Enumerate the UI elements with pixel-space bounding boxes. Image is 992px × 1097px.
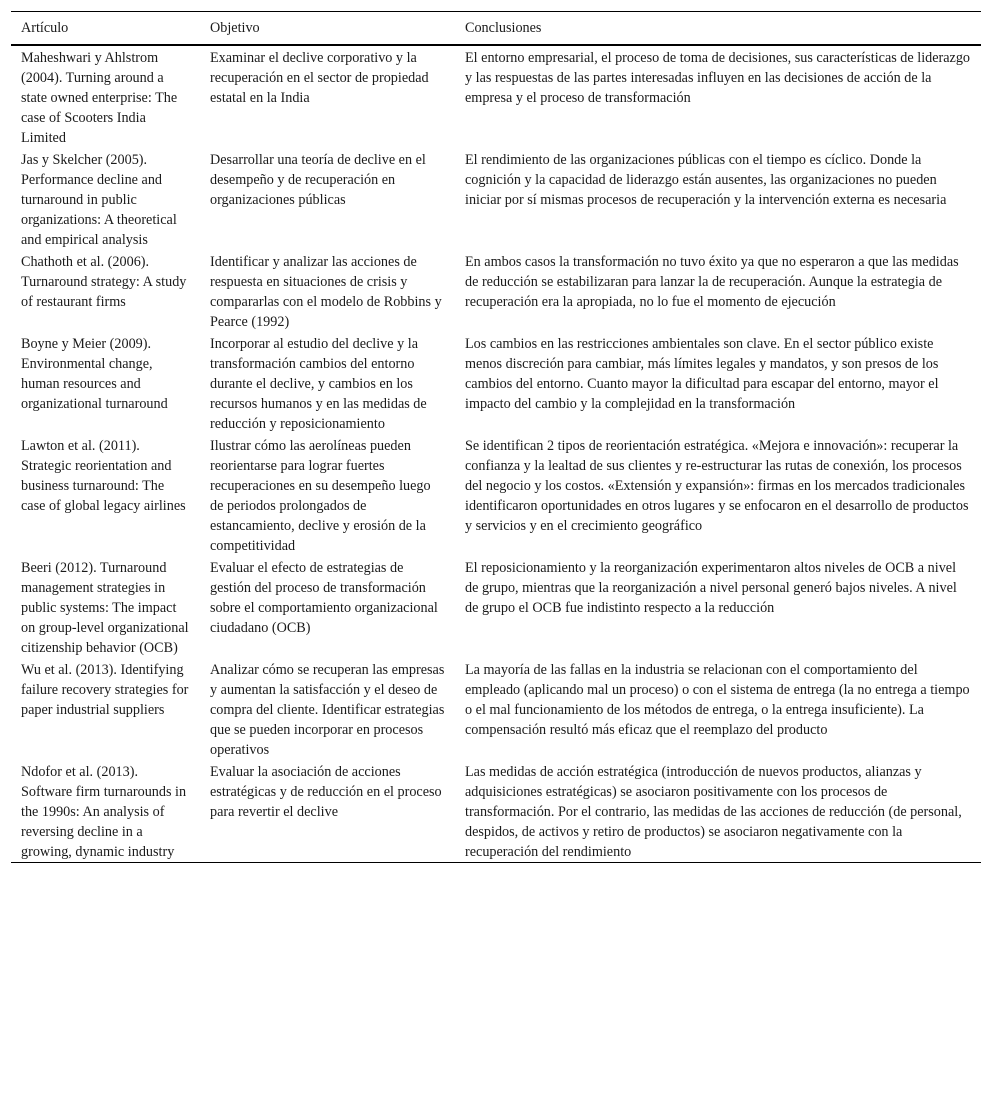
literature-review-table (11, 11, 981, 863)
cell-objetivo: Evaluar el efecto de estrategias de gestión del proceso de transformación sobre el comportamiento organizacional ciudadano (OCB) (210, 560, 438, 636)
cell-articulo: Boyne y Meier (2009). Environmental change, human resources and organizational turnaround (21, 336, 168, 412)
column-header-objetivo: Objetivo (210, 20, 260, 36)
cell-conclusiones: El reposicionamiento y la reorganización experimentaron altos niveles de OCB a nivel de grupo, mientras que la reorganización a nivel personal generó bajos niveles. A nivel de grupo el OCB fue indistinto respecto a la reducción (465, 560, 957, 616)
cell-objetivo: Examinar el declive corporativo y la recuperación en el sector de propiedad estatal en la India (210, 50, 429, 106)
header-row (11, 12, 981, 46)
cell-articulo: Wu et al. (2013). Identifying failure recovery strategies for paper industrial suppliers (21, 662, 189, 718)
cell-objetivo: Ilustrar cómo las aerolíneas pueden reorientarse para lograr fuertes recuperaciones en su desempeño luego de periodos prolongados de estancamiento, declive y erosión de la competitividad (210, 438, 431, 554)
table-row (11, 658, 981, 760)
cell-objetivo: Identificar y analizar las acciones de respuesta en situaciones de crisis y compararlas con el modelo de Robbins y Pearce (1992) (210, 254, 442, 330)
table-header (11, 12, 981, 46)
table-row (11, 760, 981, 863)
cell-conclusiones: Las medidas de acción estratégica (introducción de nuevos productos, alianzas y adquisiciones estratégicas) se asociaron positivamente con los procesos de transformación. Por el contrario, las medidas de las acciones de reducción (de personal, despidos, de activos y retiro de productos) se asociaron negativamente con la recuperación del rendimiento (465, 764, 962, 860)
column-header-articulo: Artículo (21, 20, 69, 36)
cell-conclusiones: El entorno empresarial, el proceso de toma de decisiones, sus características de liderazgo y las respuestas de las partes interesadas influyen en las decisiones de acción de la empresa y el proceso de transformación (465, 50, 971, 106)
column-header-conclusiones: Conclusiones (465, 20, 542, 36)
cell-articulo: Ndofor et al. (2013). Software firm turnarounds in the 1990s: An analysis of reversing decline in a growing, dynamic industry (21, 764, 187, 860)
cell-articulo: Maheshwari y Ahlstrom (2004). Turning around a state owned enterprise: The case of Scooters India Limited (21, 50, 178, 146)
table-row (11, 332, 981, 434)
table-row (11, 434, 981, 556)
cell-conclusiones: La mayoría de las fallas en la industria se relacionan con el comportamiento del empleado (aplicando mal un proceso) o con el sistema de entrega (la no entrega a tiempo o el mal funcionamiento de los métodos de entrega, o la entrega insuficiente). La compensación resultó más eficaz que el reemplazo del producto (465, 662, 970, 738)
table-row (11, 556, 981, 658)
cell-objetivo: Evaluar la asociación de acciones estratégicas y de reducción en el proceso para revertir el declive (210, 764, 442, 820)
cell-articulo: Jas y Skelcher (2005). Performance decline and turnaround in public organizations: A theoretical and empirical analysis (21, 152, 177, 248)
table-row (11, 250, 981, 332)
table-row (11, 148, 981, 250)
cell-articulo: Lawton et al. (2011). Strategic reorientation and business turnaround: The case of global legacy airlines (21, 438, 186, 514)
cell-conclusiones: El rendimiento de las organizaciones públicas con el tiempo es cíclico. Donde la cognición y la capacidad de liderazgo están ausentes, las organizaciones no pueden iniciar por sí mismas procesos de recuperación y la intervención externa es necesaria (465, 152, 947, 208)
cell-articulo: Beeri (2012). Turnaround management strategies in public systems: The impact on group-level organizational citizenship behavior (OCB) (21, 560, 189, 656)
cell-conclusiones: Los cambios en las restricciones ambientales son clave. En el sector público existe menos discreción para cambiar, más límites legales y mandatos, y son presos de los cambios del entorno. Cuanto mayor la dificultad para escapar del entorno, mayor el impacto del cambio y la complejidad en la transformación (465, 336, 939, 412)
cell-conclusiones: En ambos casos la transformación no tuvo éxito ya que no esperaron a que las medidas de reducción se estabilizaran para lanzar la de recuperación. Aunque la estrategia de recuperación era la apropiada, no lo fue el momento de ejecución (465, 254, 959, 310)
cell-objetivo: Incorporar al estudio del declive y la transformación cambios del entorno durante el declive, y cambios en los recursos humanos y en las medidas de reducción y reposicionamiento (210, 336, 427, 432)
cell-objetivo: Analizar cómo se recuperan las empresas y aumentan la satisfacción y el deseo de compra del cliente. Identificar estrategias que se pueden incorporar en procesos operativos (210, 662, 445, 758)
table-row (11, 45, 981, 148)
cell-conclusiones: Se identifican 2 tipos de reorientación estratégica. «Mejora e innovación»: recuperar la confianza y la lealtad de sus clientes y re-estructurar las rutas de conexión, los procesos del negocio y los costos. «Extensión y expansión»: firmas en los mercados tradicionales identificaron oportunidades en otros lugares y se enfocaron en el desarrollo de productos y servicios y en el crecimiento geográfico (465, 438, 969, 534)
table-body (11, 45, 981, 863)
cell-articulo: Chathoth et al. (2006). Turnaround strategy: A study of restaurant firms (21, 254, 187, 310)
literature-review-table-container (11, 11, 981, 863)
cell-objetivo: Desarrollar una teoría de declive en el desempeño y de recuperación en organizaciones públicas (210, 152, 426, 208)
